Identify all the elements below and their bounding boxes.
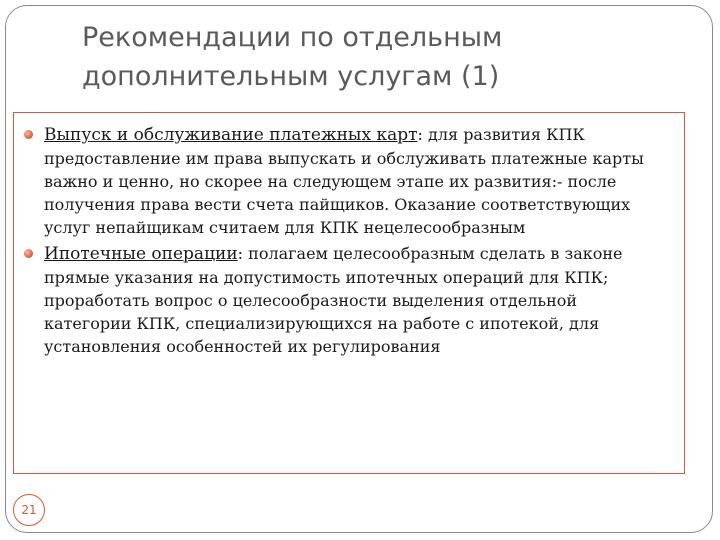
title-line-2: дополнительным услугам (1)	[82, 61, 500, 92]
title-line-1: Рекомендации по отдельным	[82, 22, 503, 53]
bullet-text: : полагаем целесообразным сделать в законе прямые указания на допустимость ипотечных операций для КПК; проработать вопрос о целесообразности выделения отдельной категории КПК, специализирующихся на работе с ипотекой, для установления особенностей их регулирования	[44, 244, 623, 356]
bullet-item-cards	[14, 123, 654, 239]
bullet-heading: Выпуск и обслуживание платежных карт	[44, 125, 418, 145]
bullet-item-mortgage	[14, 242, 654, 358]
bullet-dot-icon	[24, 249, 33, 258]
bullet-dot-icon	[24, 130, 33, 139]
page-number: 21	[13, 494, 45, 526]
bullet-list	[14, 123, 654, 361]
bullet-text: : для развития КПК предоставление им права выпускать и обслуживать платежные карты важно и ценно, но скорее на следующем этапе их развития:- после получения права вести счета пайщиков. Оказание соответствующих услуг непайщикам считаем для КПК нецелесообразным	[44, 125, 644, 237]
bullet-heading: Ипотечные операции	[44, 244, 238, 264]
content-box	[13, 112, 685, 474]
slide-title	[82, 18, 502, 96]
